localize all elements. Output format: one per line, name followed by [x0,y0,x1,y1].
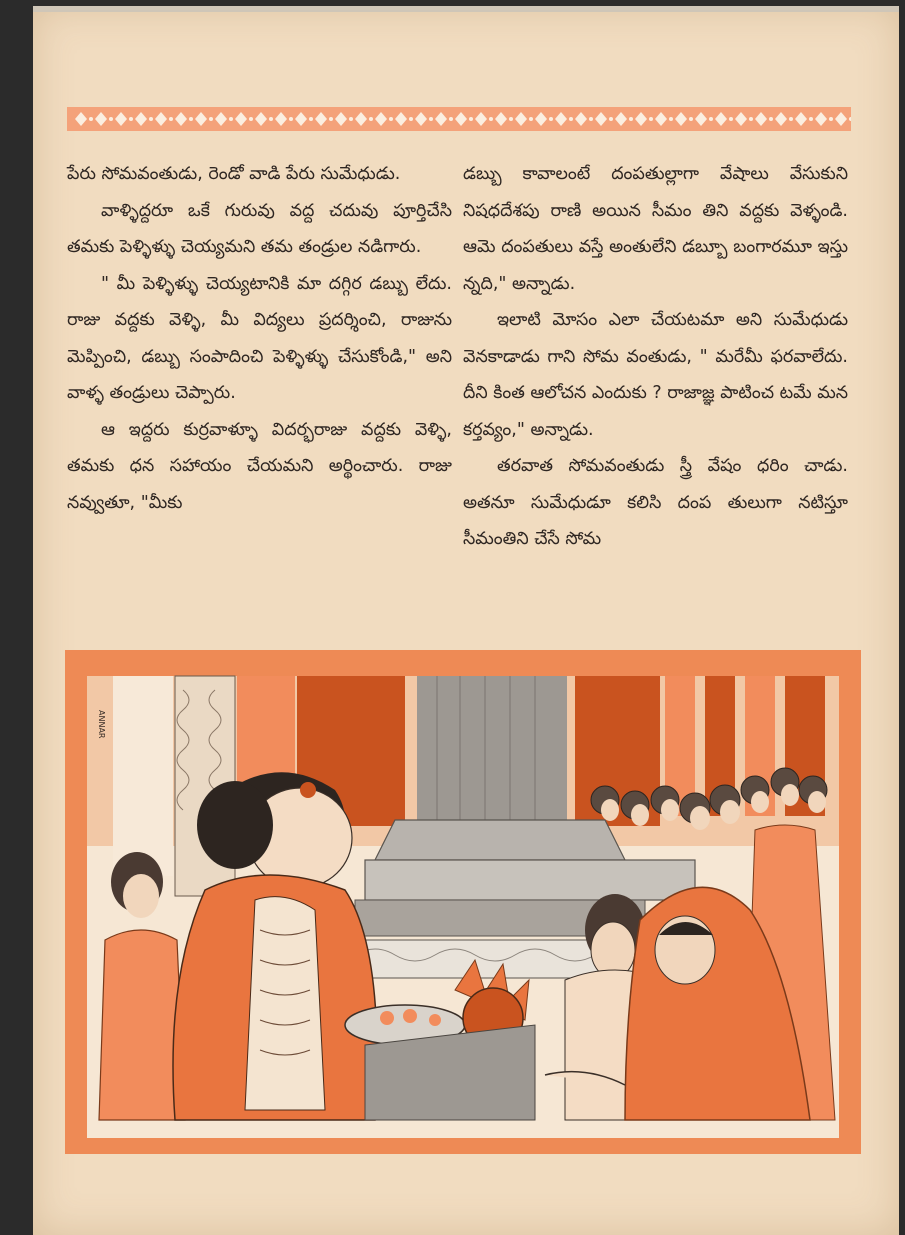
border-ornament-dot [449,117,453,121]
border-ornament-dot [249,117,253,121]
border-ornament-dot [189,117,193,121]
text-column-left [67,156,452,521]
border-ornament-dot [169,117,173,121]
border-ornament-dot [209,117,213,121]
border-ornament-dot [109,117,113,121]
border-ornament-dot [789,117,793,121]
border-ornament-dot [729,117,733,121]
border-ornament-dot [669,117,673,121]
border-ornament-dot [309,117,313,121]
border-ornament-dot [349,117,353,121]
border-ornament-dot [509,117,513,121]
border-ornament-dot [629,117,633,121]
border-ornament-dot [469,117,473,121]
border-ornament-dot [709,117,713,121]
decorative-border [67,104,851,134]
border-ornament-dot [369,117,373,121]
border-ornament-dot [689,117,693,121]
left-paragraph-3: " మీ పెళ్ళిళ్ళు చెయ్యటానికి మా దగ్గిర డబ్బు లేదు. రాజు వద్దకు వెళ్ళి, మీ విద్యలు ప్రదర్శించి, రాజును మెప్పించి, డబ్బు సంపాదించి పెళ్ళిళ్ళు చేసుకోండి," అని వాళ్ళ తండ్రులు చెప్పారు. [67,273,452,403]
border-ornament-dot [129,117,133,121]
border-ornament-dot [429,117,433,121]
left-paragraph-4: ఆ ఇద్దరు కుర్రవాళ్ళూ విదర్భరాజు వద్దకు వెళ్ళి, తమకు ధన సహాయం చేయమని అర్థించారు. రాజు నవ్వుతూ, "మీకు [67,419,452,513]
right-paragraph-2: ఇలాటి మోసం ఎలా చేయటమా అని సుమేధుడు వెనకాడాడు గాని సోమ వంతుడు, " మరేమీ ఫరవాలేదు. దీని కింత ఆలోచన ఎందుకు ? రాజాజ్ఞ పాటించ టమే మన కర్తవ్యం," అన్నాడు. [463,310,848,440]
border-ornament-dot [769,117,773,121]
border-ornament-dot [149,117,153,121]
border-ornament-dot [229,117,233,121]
border-ornament-dot [809,117,813,121]
border-ornament-dot [529,117,533,121]
border-ornament-dot [269,117,273,121]
right-paragraph-3: తరవాత సోమవంతుడు స్త్రీ వేషం ధరిం చాడు. అతనూ సుమేధుడూ కలిసి దంప తులుగా నటిస్తూ సీమంతిని చేసే సోమ [463,456,848,549]
left-paragraph-1: పేరు సోమవంతుడు, రెండో వాడి పేరు సుమేధుడు. [67,164,401,184]
magazine-page [33,6,899,1235]
border-ornament-dot [329,117,333,121]
border-ornament-dot [389,117,393,121]
border-ornament-dot [589,117,593,121]
border-ornament-dot [749,117,753,121]
border-ornament-dot [489,117,493,121]
border-ornament-dot [89,117,93,121]
page-top-edge [33,6,899,12]
border-ornament-dot [409,117,413,121]
left-paragraph-2: వాళ్ళిద్దరూ ఒకే గురువు వద్ద చదువు పూర్తిచేసి తమకు పెళ్ళిళ్ళు చెయ్యమని తమ తండ్రుల నడిగారు. [67,200,452,257]
border-ornament-dot [829,117,833,121]
artist-signature: ANNAR [97,710,106,739]
border-ornament-dot [649,117,653,121]
right-paragraph-1: డబ్బు కావాలంటే దంపతుల్లాగా వేషాలు వేసుకుని నిషధదేశపు రాణి అయిన సీమం తిని వద్దకు వెళ్ళండి. ఆమె దంపతులు వస్తే అంతులేని డబ్బూ బంగారమూ ఇస్తు న్నది," అన్నాడు. [463,164,848,294]
border-ornament-dot [609,117,613,121]
border-ornament-dot [569,117,573,121]
text-column-right [463,156,848,558]
story-illustration [65,650,861,1154]
border-ornament-dot [549,117,553,121]
border-ornament-dot [289,117,293,121]
